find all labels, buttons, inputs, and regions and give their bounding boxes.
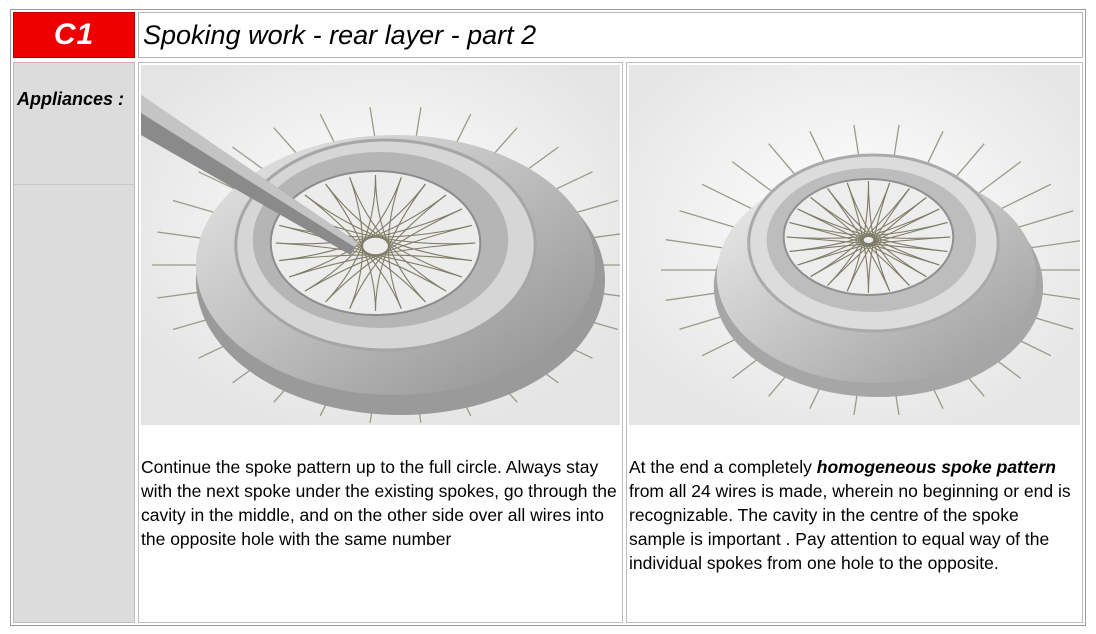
section-code: C1: [53, 18, 95, 51]
appliances-box: [14, 63, 134, 185]
wheel-spoking-photo-icon: [629, 65, 1080, 425]
caption-2-before: At the end a completely: [629, 457, 817, 477]
wheel-spoking-photo-icon: [141, 65, 620, 425]
page-title: Spoking work - rear layer - part 2: [143, 19, 537, 50]
section-code-cell: [13, 12, 135, 58]
caption-2-bold: homogeneous spoke pattern: [816, 457, 1056, 477]
step-panel-2: [626, 62, 1083, 623]
step-caption-2: [629, 455, 1078, 575]
appliances-label: Appliances :: [17, 89, 125, 109]
document-page: [10, 9, 1086, 626]
sidebar-column: [13, 62, 135, 623]
step-caption-1: Continue the spoke pattern up to the full circle. Always stay with the next spoke under the existing spokes, go through the cavity in the middle, and on the other side over all wires into the opposite hole with the same number: [141, 457, 617, 549]
photo-illustration-2: [629, 65, 1080, 425]
photo-illustration-1: [141, 65, 620, 425]
step-panel-1: [138, 62, 623, 623]
caption-2-after: from all 24 wires is made, wherein no beginning or end is recognizable. The cavity in the centre of the spoke sample is important . Pay attention to equal way of the individual spokes from one hole to the opposite.: [629, 481, 1071, 573]
title-cell: [138, 12, 1083, 58]
